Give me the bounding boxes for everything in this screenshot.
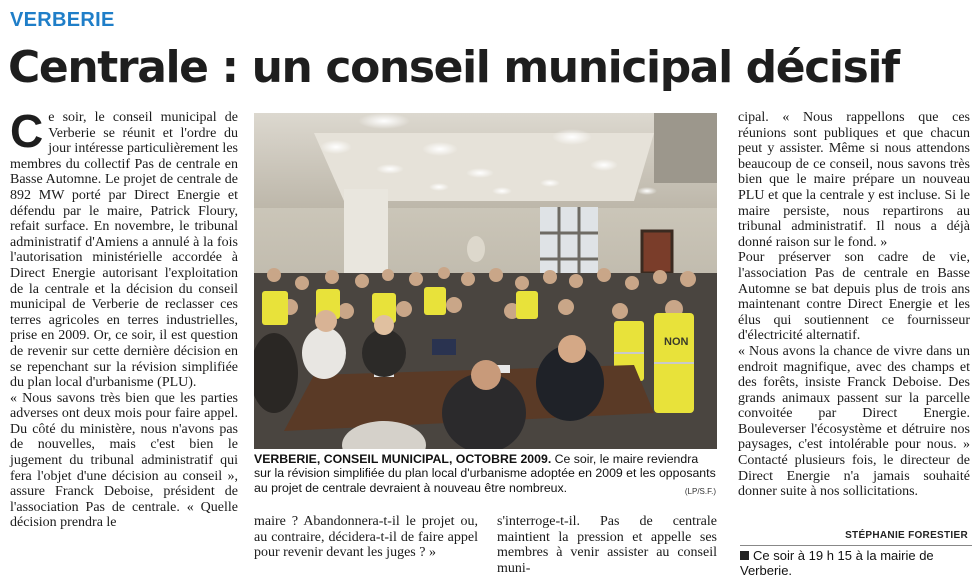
quote-paragraph: « Nous savons très bien que les parties adverses ont deux mois pour faire appel. Du côté du ministère, nous n'avons pas de nouvelles, mais c'est bien le jugement du tribunal administratif qui fera l'objet d'une décision au conseil », assure Franck Deboise, président de l'association Pas de centrale. « Quelle décision prendra le — [10, 390, 238, 531]
bullet-square-icon — [740, 551, 749, 560]
article-column-3: s'interroge-t-il. Pas de centrale maintient la pression et appelle ses membres à venir assister au conseil muni- — [497, 514, 717, 576]
section-kicker: VERBERIE — [10, 9, 115, 31]
lead-paragraph — [10, 105, 238, 391]
lead-text: e soir, le conseil municipal de Verberie se réunit et l'ordre du jour intéresse particulièrement les membres du collectif Pas de centrale en Basse Automne. Le projet de centrale de 892 MW porté par Direct Energie et défendu par le maire, Patrick Floury, refait surface. En novembre, le tribunal administratif d'Amiens a annulé à la fois l'autorisation ministérielle accordée à Direct Energie autorisant l'exploitation de la centrale et la décision du conseil municipal de Verberie de reclasser ces terres agricoles en terres industrielles, prise en 2009. Or, ce soir, il est question de revenir sur cette dernière décision en se repenchant sur la révision simplifiée du plan local d'urbanisme (PLU). — [10, 110, 238, 391]
article-column-2: maire ? Abandonnera-t-il le projet ou, au contraire, décidera-t-il de faire appel pour revenir devant les juges ? » — [254, 514, 478, 561]
drop-cap: C — [10, 105, 44, 157]
article-column-4 — [738, 110, 970, 500]
info-text: Ce soir à 19 h 15 à la mairie de Verberie. — [740, 548, 934, 578]
headline: Centrale : un conseil municipal décisif — [8, 42, 899, 93]
meeting-photo — [254, 113, 717, 449]
author-signature: STÉPHANIE FORESTIER — [845, 530, 968, 541]
caption-bold: VERBERIE, CONSEIL MUNICIPAL, OCTOBRE 2009. — [254, 452, 552, 466]
vest-label: NON — [664, 336, 689, 348]
info-box — [740, 545, 972, 578]
caption-text: Ce soir, le maire reviendra sur la révision simplifiée du plan local d'urbanisme adoptée en 2009 et les opposants au projet de centrale devraient à nouveau être nombreux. — [254, 452, 716, 495]
col4-paragraph-3: « Nous avons la chance de vivre dans un endroit magnifique, avec des champs et des forêts, insiste Franck Deboise. Des grands animaux passent sur la parcelle convoitée par Direct Energie. Bouleverser l'écosystème et détruire nos paysages, c'est intolérable pour nous. » Contacté plusieurs fois, le directeur de Direct Energie n'a jamais souhaité donner suite à nos sollicitations. — [738, 343, 970, 500]
photo-caption — [254, 452, 717, 495]
article-column-1 — [10, 105, 238, 531]
col4-paragraph-2: Pour préserver son cadre de vie, l'association Pas de centrale en Basse Automne se bat depuis plus de trois ans maintenant contre Direct Energie et les élus qui soutiennent ce fournisseur d'électricité alternatif. — [738, 250, 970, 344]
col4-paragraph-1: cipal. « Nous rappellons que ces réunions sont publiques et que chacun peut y assister. Même si nous attendons beaucoup de ce conseil, nous savons très bien que le maire prépare un nouveau PLU et que la centrale y est incluse. Si le maire persiste, nous repartirons au tribunal administratif. Il nous a déjà donné raison sur le fond. » — [738, 110, 970, 250]
photo-credit: (LP/S.F.) — [684, 487, 716, 496]
